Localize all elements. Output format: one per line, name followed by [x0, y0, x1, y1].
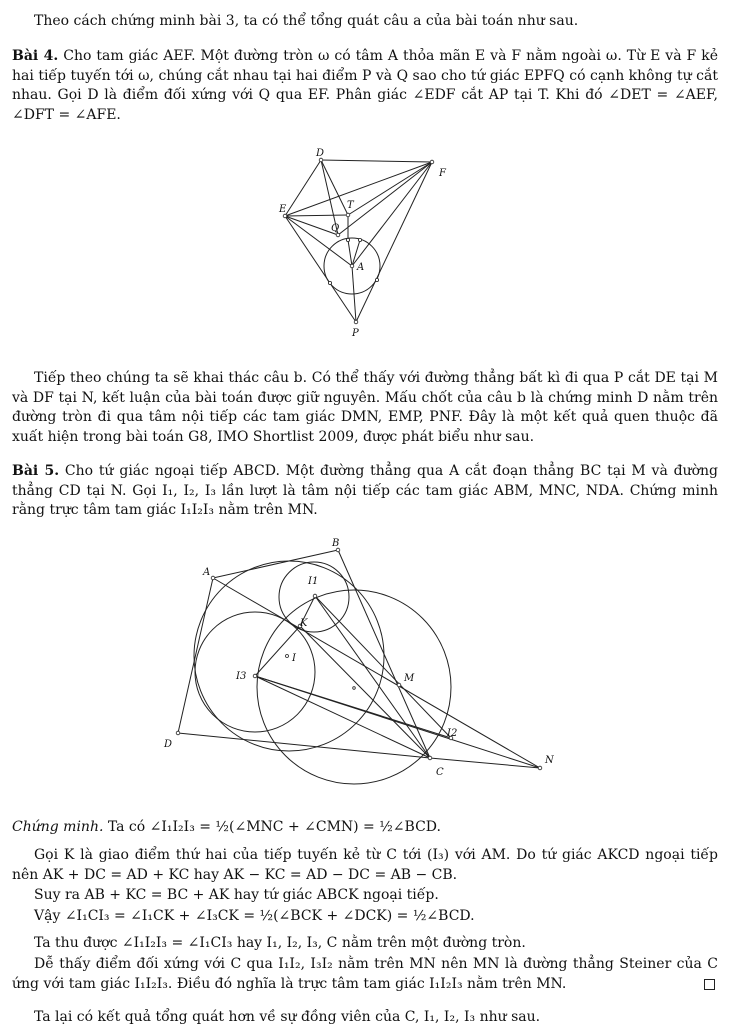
problem-5: [12, 462, 718, 521]
point-C: [428, 756, 432, 760]
tangent-point: [358, 238, 361, 241]
label-D: D: [164, 739, 173, 750]
closing-paragraph: Ta lại có kết quả tổng quát hơn về sự đồng viên của C, I₁, I₂, I₃ như sau.: [34, 1009, 541, 1025]
proof-line-5: Ta thu được ∠I₁I₂I₃ = ∠I₁CI₃ hay I₁, I₂, I₃, C nằm trên một đường tròn.: [34, 935, 526, 951]
point-I: [286, 655, 289, 658]
qed-box: [704, 979, 715, 990]
label-P: P: [352, 328, 359, 339]
label-B: B: [332, 538, 340, 549]
problem-4-text: Cho tam giác AEF. Một đường tròn ω có tâm A thỏa mãn E và F nằm ngoài ω. Từ E và F kẻ hai tiếp tuyến tới ω, chúng cắt nhau tại hai điểm P và Q sao cho tứ giác EPFQ có cạnh không tự cắt nhau. Gọi D là điểm đối xứng với Q qua EF. Phân giác ∠EDF cắt AP tại T. Khi đó ∠DET = ∠AEF, ∠DFT = ∠AFE.: [12, 48, 719, 123]
label-T: T: [347, 200, 354, 211]
label-F: F: [439, 168, 446, 179]
tangent-point: [346, 238, 349, 241]
label-I2: I2: [447, 728, 458, 739]
point-F: [430, 160, 434, 164]
paragraph-part-b: Tiếp theo chúng ta sẽ khai thác câu b. Có thể thấy với đường thẳng bất kì đi qua P cắt DE tại M và DF tại N, kết luận của bài toán được giữ nguyên. Mấu chốt của câu b là chứng minh D nằm trên đường tròn đi qua tâm nội tiếp các tam giác DMN, EMP, PNF. Đây là một kết quả quen thuộc đã xuất hiện trong bài toán G8, IMO Shortlist 2009, được phát biểu như sau.: [12, 370, 718, 445]
figure-2-lines: [178, 550, 540, 768]
proof-line-1: [12, 818, 718, 838]
tangent-point: [328, 281, 331, 284]
proof-line-4: Vậy ∠I₁CI₃ = ∠I₁CK + ∠I₃CK = ½(∠BCK + ∠DCK) = ½∠BCD.: [34, 908, 475, 924]
label-K: K: [300, 618, 308, 629]
problem-4-label: Bài 4.: [12, 48, 59, 64]
label-I3: I3: [236, 671, 247, 682]
point-M: [397, 683, 401, 687]
intro-paragraph: Theo cách chứng minh bài 3, ta có thể tổng quát câu a của bài toán như sau.: [34, 13, 579, 29]
proof-line-3: Suy ra AB + KC = BC + AK hay tứ giác ABCK ngoại tiếp.: [34, 887, 439, 903]
proof-line-2: Gọi K là giao điểm thứ hai của tiếp tuyến kẻ từ C tới (I₃) với AM. Do tứ giác AKCD ngoại tiếp nên AK + DC = AD + KC hay AK − KC = AD − DC = AB − CB.: [12, 847, 718, 883]
point-I1: [313, 594, 317, 598]
problem-5-text: Cho tứ giác ngoại tiếp ABCD. Một đường thẳng qua A cắt đoạn thẳng BC tại M và đường thẳng CD tại N. Gọi I₁, I₂, I₃ lần lượt là tâm nội tiếp các tam giác ABM, MNC, NDA. Chứng minh rằng trực tâm tam giác I₁I₂I₃ nằm trên MN.: [12, 463, 719, 518]
point-N: [538, 766, 542, 770]
label-A: A: [357, 262, 365, 273]
label-A: A: [203, 567, 211, 578]
point-T: [346, 213, 350, 217]
label-I1: I1: [308, 576, 319, 587]
proof-text-1: Ta có ∠I₁I₂I₃ = ½(∠MNC + ∠CMN) = ½∠BCD.: [107, 819, 441, 835]
point-P: [354, 320, 358, 324]
figure-2: [160, 535, 560, 785]
label-Q: Q: [331, 223, 340, 234]
label-M: M: [404, 673, 415, 684]
proof-line-6: Dễ thấy điểm đối xứng với C qua I₁I₂, I₃I₂ nằm trên MN nên MN là đường thẳng Steiner của C ứng với tam giác I₁I₂I₃. Điều đó nghĩa là trực tâm tam giác I₁I₂I₃ nằm trên MN.: [12, 956, 718, 992]
figure-1: [270, 140, 450, 340]
label-C: C: [436, 767, 444, 778]
point-A: [211, 576, 215, 580]
problem-4: [12, 47, 718, 125]
point-I3: [253, 674, 257, 678]
label-I: I: [292, 653, 296, 664]
tangent-point: [375, 278, 378, 281]
problem-5-label: Bài 5.: [12, 463, 60, 479]
label-E: E: [279, 204, 287, 215]
point-D: [176, 731, 180, 735]
point-A: [350, 264, 354, 268]
center-point: [353, 687, 356, 690]
label-D: D: [316, 148, 325, 159]
proof-label: Chứng minh.: [12, 819, 104, 835]
label-N: N: [545, 755, 554, 766]
